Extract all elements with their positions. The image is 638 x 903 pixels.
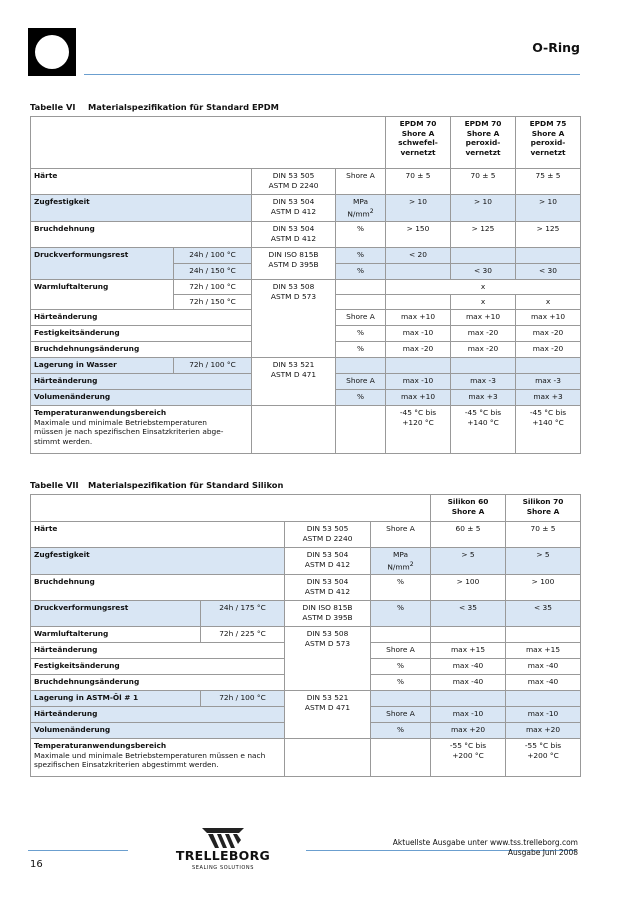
brand-subtitle: SEALING SOLUTIONS (191, 865, 255, 871)
table7-caption (30, 480, 283, 490)
table7-row-dvr: Druckverformungsrest 24h / 175 °C DIN ISO 815B ASTM D 395B % < 35 < 35 (31, 601, 581, 627)
page-number: 16 (30, 859, 43, 870)
table7-header-row (31, 495, 581, 522)
table7-row-temp: Temperaturanwendungsbereich Maximale und minimale Betriebstemperaturen müssen e nach spezifischen Einsatzkriterien abgestimmt werden. -55 °C bis +200 °C -55 °C bis +200 °C (31, 739, 581, 777)
table7-col2-header: Silikon 70 Shore A (506, 495, 581, 522)
table6-row-bruchaend: Bruchdehnungsänderung % max -20 max -20 max -20 (31, 342, 581, 358)
table6-col1-header: EPDM 70 Shore A schwefel- vernetzt (386, 117, 451, 169)
trelleborg-emblem-icon (168, 826, 278, 850)
table6-row-haerte: Härte DIN 53 505 ASTM D 2240 Shore A 70 ± 5 70 ± 5 75 ± 5 (31, 169, 581, 195)
header-rule (84, 74, 580, 75)
table6-row-zug: Zugfestigkeit DIN 53 504 ASTM D 412 MPa $N/mm^2$ > 10 > 10 > 10 (31, 195, 581, 222)
table7-row-zug: Zugfestigkeit DIN 53 504 ASTM D 412 MPa $N/mm^2$ > 5 > 5 (31, 548, 581, 575)
brand-logo (168, 826, 278, 876)
logo-mark (28, 28, 76, 76)
table6-row-warm-1: Warmluftalterung 72h / 100 °C DIN 53 508 ASTM D 573 x (31, 280, 581, 295)
table6 (30, 116, 581, 454)
table6-row-dvr-2: 24h / 150 °C % < 30 < 30 (31, 264, 581, 280)
table7-caption-text: Materialspezifikation für Standard Silikon (88, 480, 284, 490)
footer-info (330, 838, 578, 858)
table6-row-bruch: Bruchdehnung DIN 53 504 ASTM D 412 % > 150 > 125 > 125 (31, 222, 581, 248)
table7-row-warm: Warmluftalterung 72h / 225 °C DIN 53 508 ASTM D 573 (31, 627, 581, 643)
table7-row-vol: Volumenänderung % max +20 max +20 (31, 723, 581, 739)
table6-row-temp: Temperaturanwendungsbereich Maximale und minimale Betriebstemperaturen müssen je nach spezifischen Einsatzkriterien abge- stimmt werden. -45 °C bis +120 °C -45 °C bis +140 °C -45 °C bis +140 °C (31, 406, 581, 454)
table7-row-haerteaend: Härteänderung Shore A max +15 max +15 (31, 643, 581, 659)
table7-caption-number: Tabelle VII (30, 480, 79, 490)
table7-row-bruchaend: Bruchdehnungsänderung % max -40 max -40 (31, 675, 581, 691)
table6-row-festaend: Festigkeitsänderung % max -10 max -20 max -20 (31, 326, 581, 342)
table6-row-wasser: Lagerung in Wasser 72h / 100 °C DIN 53 521 ASTM D 471 (31, 358, 581, 374)
table6-row-dvr-1: Druckverformungsrest 24h / 100 °C DIN ISO 815B ASTM D 395B % < 20 (31, 248, 581, 264)
table7-row-festaend: Festigkeitsänderung % max -40 max -40 (31, 659, 581, 675)
footer-rule-left (28, 850, 128, 851)
footer-website-line: Aktuellste Ausgabe unter www.tss.trelleborg.com (392, 838, 578, 847)
table6-row-haerteaend: Härteänderung Shore A max +10 max +10 max +10 (31, 310, 581, 326)
table7 (30, 494, 581, 777)
table6-caption (30, 102, 279, 112)
table6-row-haerteaend2: Härteänderung Shore A max -10 max -3 max -3 (31, 374, 581, 390)
table7-row-haerte: Härte DIN 53 505 ASTM D 2240 Shore A 60 ± 5 70 ± 5 (31, 522, 581, 548)
footer-edition-line: Ausgabe Juni 2008 (507, 848, 578, 857)
brand-name: TRELLEBORG (175, 848, 271, 863)
table7-row-haerteaend2: Härteänderung Shore A max -10 max -10 (31, 707, 581, 723)
table6-caption-number: Tabelle VI (30, 102, 76, 112)
table6-caption-text: Materialspezifikation für Standard EPDM (88, 102, 279, 112)
table6-header-row (31, 117, 581, 169)
table6-row-warm-2: 72h / 150 °C x x (31, 295, 581, 310)
table7-row-oel: Lagerung in ASTM-Öl # 1 72h / 100 °C DIN 53 521 ASTM D 471 (31, 691, 581, 707)
table6-row-vol: Volumenänderung % max +10 max +3 max +3 (31, 390, 581, 406)
table6-col2-header: EPDM 70 Shore A peroxid- vernetzt (451, 117, 516, 169)
table6-col3-header: EPDM 75 Shore A peroxid- vernetzt (516, 117, 581, 169)
page-title: O-Ring (532, 40, 580, 55)
table7-row-bruch: Bruchdehnung DIN 53 504 ASTM D 412 % > 100 > 100 (31, 575, 581, 601)
table7-col1-header: Silikon 60 Shore A (431, 495, 506, 522)
